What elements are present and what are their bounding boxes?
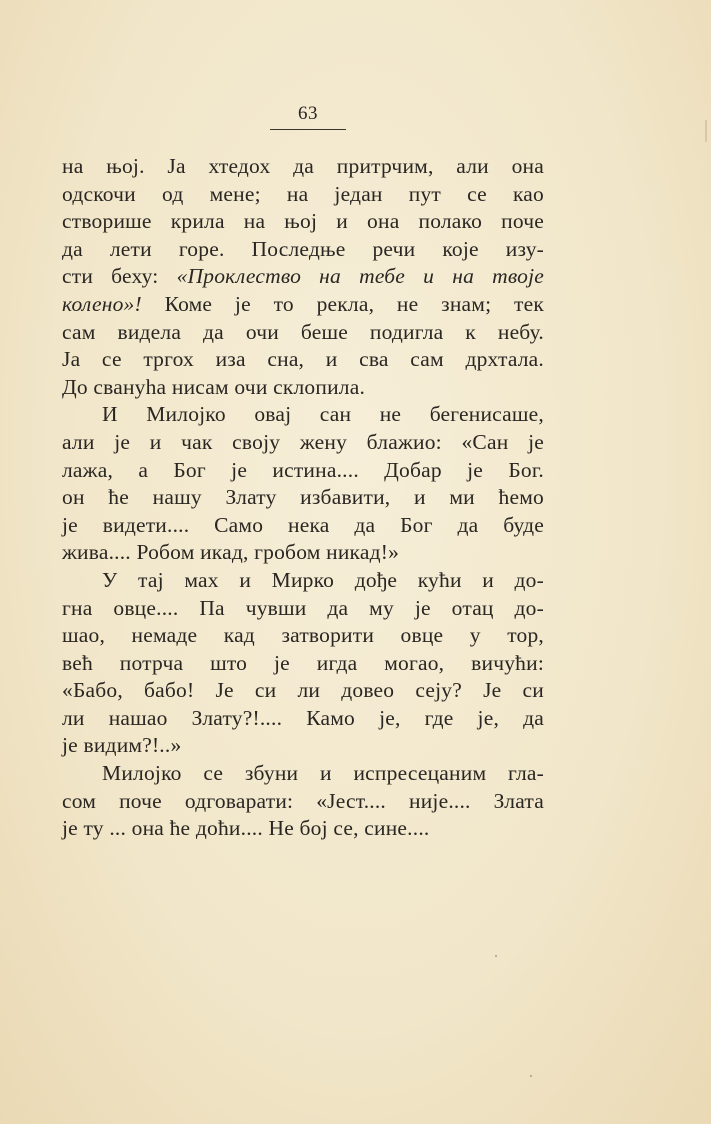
text-line: сам видела да очи беше подигла к небу. [62,319,544,344]
text-line: шао, немаде кад затворити овце у тор, [62,623,544,648]
text-line: већ потрча што је игда могао, вичући: [62,650,544,675]
text-line: «Бабо, бабо! Је си ли довео сеју? Је си [62,678,544,703]
text-line: али је и чак своју жену блажио: «Сан је [62,429,544,454]
body-text [62,153,544,843]
page-number-rule [270,129,346,130]
text-line: жива.... Робом икад, гробом никад!» [62,540,400,565]
page-number: 63 [298,103,318,124]
text-line: створише крила на њој и она полако поче [62,209,544,234]
text-line: Ја се тргох иза сна, и сва сам дрхтала. [62,347,544,372]
italic-text-segment: колено»! [62,291,142,316]
paper-speck [530,1075,532,1077]
text-line: И Милојко овај сан не бегенисаше, [102,402,544,427]
text-line: сом поче одговарати: «Јест.... није.... Злата [62,788,544,813]
text-line: да лети горе. Последње речи које изу- [62,236,544,261]
text-segment: Коме је то рекла, не знам; тек [141,291,544,316]
text-line: Милојко се збуни и испресецаним гла- [102,761,544,786]
text-line: на њој. Ја хтедох да притрчим, али она [62,154,544,178]
text-line: гна овце.... Па чувши да му је отац до- [62,595,544,620]
text-line: До свануһа нисам очи склопила. [62,374,366,399]
text-line: лажа, а Бог је истина.... Добар је Бог. [62,457,544,482]
text-line [62,263,544,291]
text-segment: сти беху: [62,264,177,289]
italic-text-segment: «Проклество на тебе и на твоје [176,264,544,289]
text-line: је видети.... Само нека да Бог да буде [62,512,544,537]
text-line: ли нашао Злату?!.... Камо је, где је, да [62,705,544,730]
paper-speck [495,955,497,957]
text-line: он ће нашу Злату избавити, и ми ћемо [62,485,544,510]
text-line [62,291,544,319]
page-edge-mark [705,120,707,142]
text-line: У тај мах и Мирко дође кући и до- [102,567,544,592]
text-line: је видим?!..» [62,733,182,758]
text-line: је ту ... она ће доћи.... Не бој се, сине.... [62,816,430,841]
text-line: одскочи од мене; на један пут се као [62,181,544,206]
